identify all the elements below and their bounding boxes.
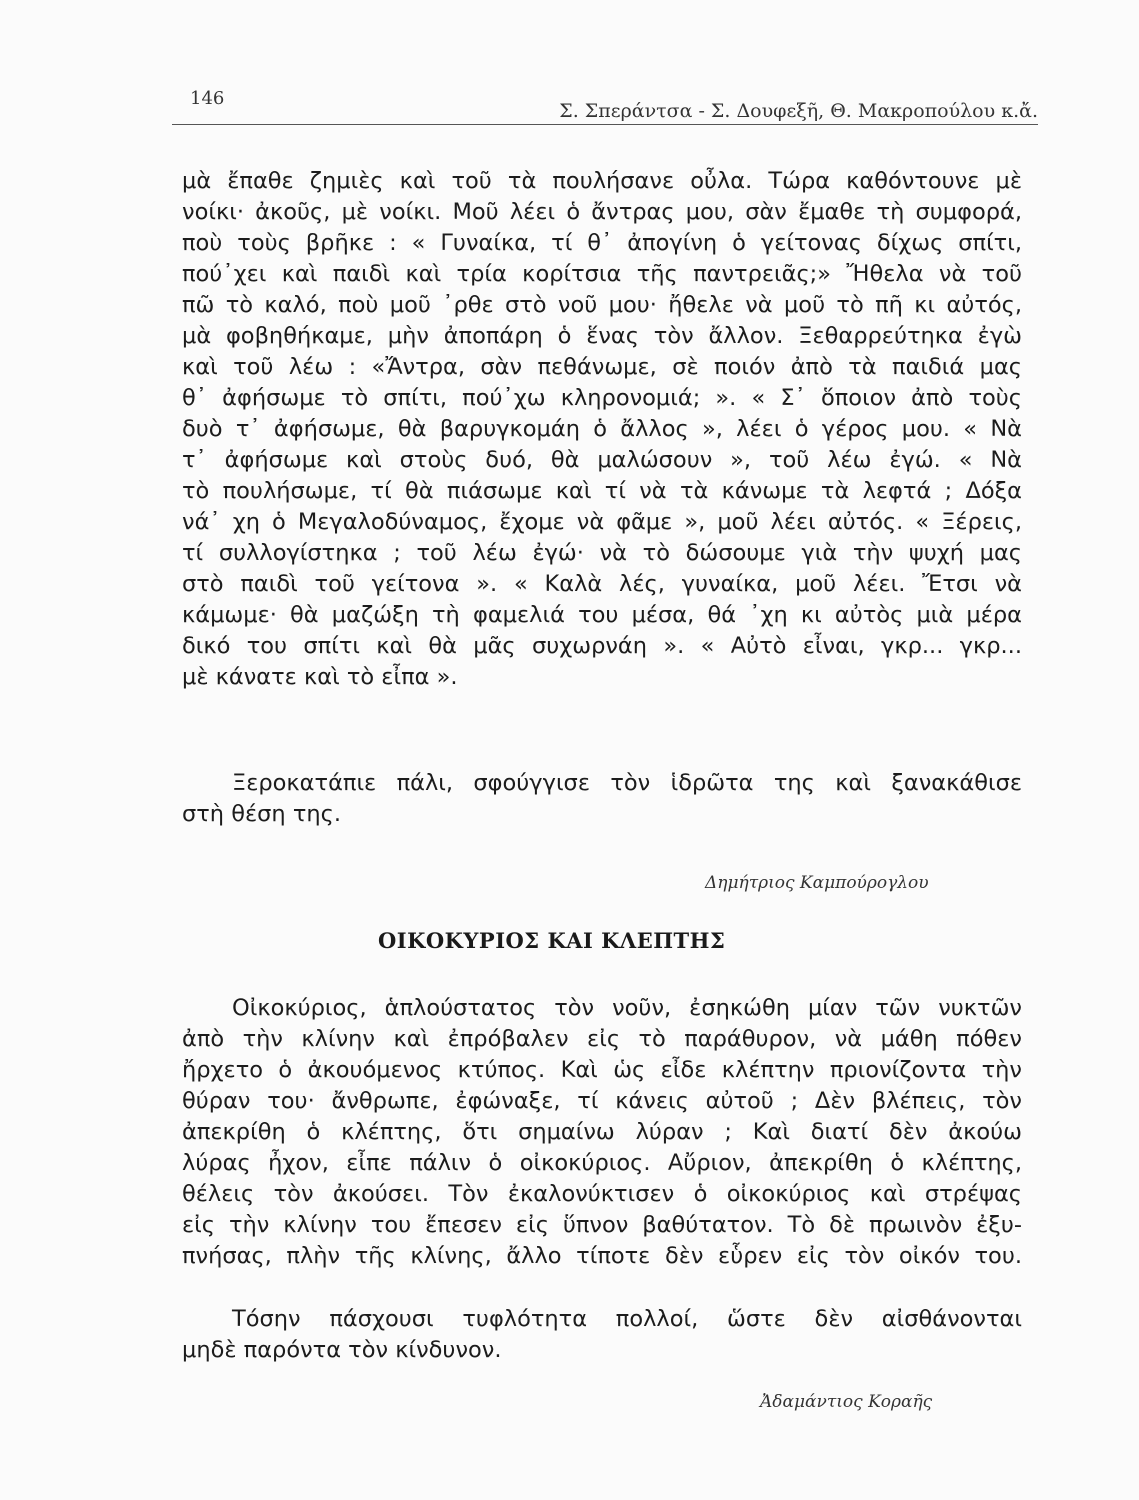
story2-author: Ἀδαμάντιος Κοραῆς xyxy=(760,1392,933,1412)
text-line: λύρας ἦχον, εἶπε πάλιν ὁ οἰκοκύριος. Αὔριον, ἀπεκρίθη ὁ κλέπτης, xyxy=(182,1150,1022,1176)
story1-author: Δημήτριος Καμπούρογλου xyxy=(705,873,929,893)
text-line: τί συλλογίστηκα ; τοῦ λέω ἐγώ· νὰ τὸ δώσουμε γιὰ τὴν ψυχή μας xyxy=(182,540,1022,566)
text-line: τὸ πουλήσωμε, τί θὰ πιάσωμε καὶ τί νὰ τὰ κάνωμε τὰ λεφτά ; Δόξα xyxy=(182,478,1022,504)
text-line: μὰ ἔπαθε ζημιὲς καὶ τοῦ τὰ πουλήσανε οὖλα. Τώρα καθόντουνε μὲ xyxy=(182,168,1022,194)
text-line: τ᾽ ἀφήσωμε καὶ στοὺς δυό, θὰ μαλώσουν », τοῦ λέω ἐγώ. « Νὰ xyxy=(182,447,1022,473)
story1-paragraph xyxy=(182,166,1022,693)
page-header xyxy=(172,88,1038,128)
text-line: κάμωμε· θὰ μαζώξη τὴ φαμελιά του μέσα, θά ᾽χη κι αὐτὸς μιὰ μέρα xyxy=(182,602,1022,628)
text-line: θ᾽ ἀφήσωμε τὸ σπίτι, πού᾽χω κληρονομιά; ». « Σ᾽ ὅποιον ἀπὸ τοὺς xyxy=(182,385,1022,411)
text-line: στὴ θέση της. xyxy=(182,801,341,827)
text-line: ποὺ τοὺς βρῆκε : « Γυναίκα, τί θ᾽ ἀπογίνη ὁ γείτονας δίχως σπίτι, xyxy=(182,230,1022,256)
story2-paragraph xyxy=(182,993,1022,1272)
text-line: ἤρχετο ὁ ἀκουόμενος κτύπος. Καὶ ὡς εἶδε κλέπτην πριονίζοντα τὴν xyxy=(182,1057,1022,1083)
story1-closing-paragraph xyxy=(182,768,1022,830)
header-rule xyxy=(172,124,1038,125)
text-line: ἀπὸ τὴν κλίνην καὶ ἐπρόβαλεν εἰς τὸ παράθυρον, νὰ μάθη πόθεν xyxy=(182,1026,1022,1052)
text-line: δικό του σπίτι καὶ θὰ μᾶς συχωρνάη ». « Αὐτὸ εἶναι, γκρ... γκρ... xyxy=(182,633,1022,659)
text-line: θέλεις τὸν ἀκούσει. Τὸν ἐκαλονύκτισεν ὁ οἰκοκύριος καὶ στρέψας xyxy=(182,1181,1022,1207)
text-line: εἰς τὴν κλίνην του ἔπεσεν εἰς ὕπνον βαθύτατον. Τὸ δὲ πρωινὸν ἐξυ- xyxy=(182,1212,1022,1238)
page-number: 146 xyxy=(190,88,225,109)
text-line: Οἰκοκύριος, ἁπλούστατος τὸν νοῦν, ἐσηκώθη μίαν τῶν νυκτῶν xyxy=(232,995,1022,1021)
text-line: μὰ φοβηθήκαμε, μὴν ἀποπάρη ὁ ἕνας τὸν ἄλλον. Ξεθαρρεύτηκα ἐγὼ xyxy=(182,323,1022,349)
text-line: πού᾽χει καὶ παιδὶ καὶ τρία κορίτσια τῆς παντρειᾶς;» Ἤθελα νὰ τοῦ xyxy=(182,261,1022,287)
text-line: πνήσας, πλὴν τῆς κλίνης, ἄλλο τίποτε δὲν εὗρεν εἰς τὸν οἰκόν του. xyxy=(182,1243,1022,1269)
text-line: Τόσην πάσχουσι τυφλότητα πολλοί, ὥστε δὲν αἰσθάνονται xyxy=(232,1306,1022,1332)
text-line: ἀπεκρίθη ὁ κλέπτης, ὅτι σημαίνω λύραν ; Καὶ διατί δὲν ἀκούω xyxy=(182,1119,1022,1145)
section-title: ΟΙΚΟΚΥΡΙΟΣ ΚΑΙ ΚΛΕΠΤΗΣ xyxy=(378,928,726,953)
story2-closing-paragraph xyxy=(182,1304,1022,1366)
text-line: νοίκι· ἀκοῦς, μὲ νοίκι. Μοῦ λέει ὁ ἄντρας μου, σὰν ἔμαθε τὴ συμφορά, xyxy=(182,199,1022,225)
text-line: μηδὲ παρόντα τὸν κίνδυνον. xyxy=(182,1337,502,1363)
text-line: μὲ κάνατε καὶ τὸ εἶπα ». xyxy=(182,664,458,690)
text-line: Ξεροκατάπιε πάλι, σφούγγισε τὸν ἱδρῶτα της καὶ ξανακάθισε xyxy=(232,770,1022,796)
text-line: στὸ παιδὶ τοῦ γείτονα ». « Καλὰ λές, γυναίκα, μοῦ λέει. Ἔτσι νὰ xyxy=(182,571,1022,597)
text-line: νά᾽ χη ὁ Μεγαλοδύναμος, ἔχομε νὰ φᾶμε », μοῦ λέει αὐτός. « Ξέρεις, xyxy=(182,509,1022,535)
text-line: καὶ τοῦ λέω : «Ἄντρα, σὰν πεθάνωμε, σὲ ποιόν ἀπὸ τὰ παιδιά μας xyxy=(182,354,1022,380)
text-line: πῶ τὸ καλό, ποὺ μοῦ ᾽ρθε στὸ νοῦ μου· ἤθελε νὰ μοῦ τὸ πῆ κι αὐτός, xyxy=(182,292,1022,318)
running-head: Σ. Σπεράντσα - Σ. Δουφεξῆ, Θ. Μακροπούλου κ.ἄ. xyxy=(559,100,1038,122)
text-line: θύραν του· ἄνθρωπε, ἐφώναξε, τί κάνεις αὐτοῦ ; Δὲν βλέπεις, τὸν xyxy=(182,1088,1022,1114)
text-line: δυὸ τ᾽ ἀφήσωμε, θὰ βαρυγκομάη ὁ ἄλλος », λέει ὁ γέρος μου. « Νὰ xyxy=(182,416,1022,442)
